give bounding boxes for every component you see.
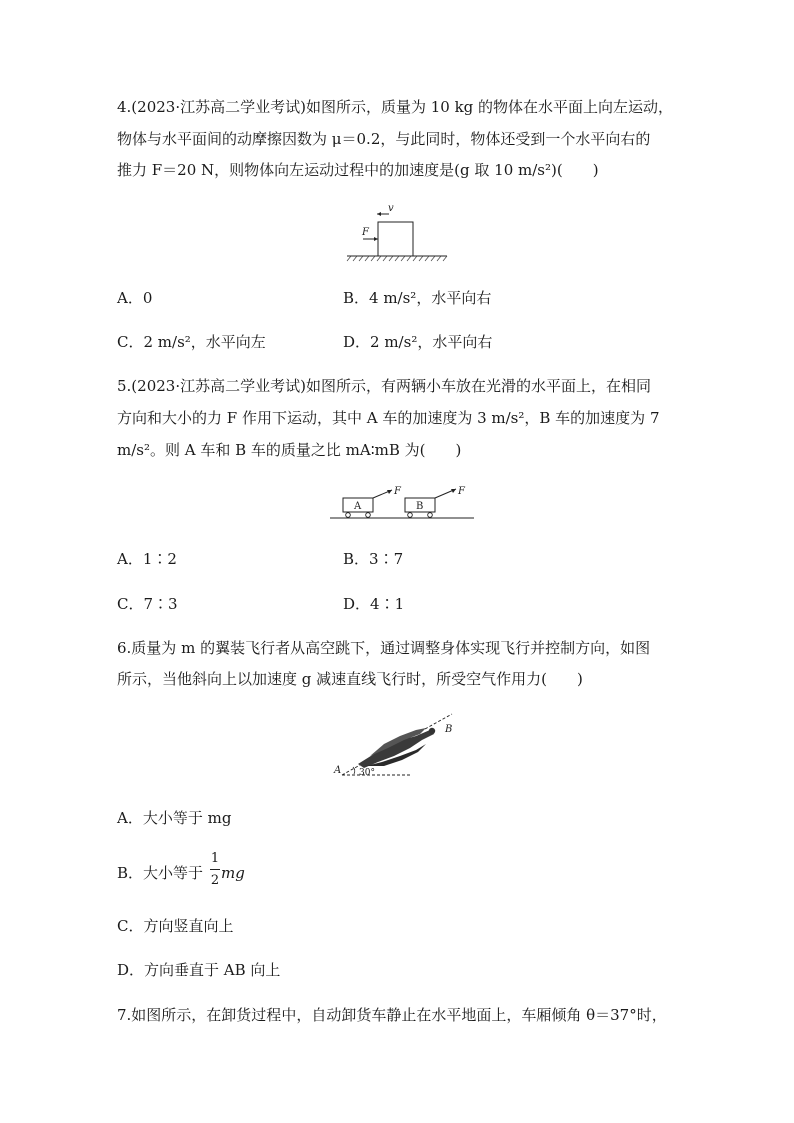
q5-force-label-a: F	[394, 486, 401, 497]
wingsuit-flyer-icon	[358, 728, 435, 768]
q5-carts-figure	[328, 484, 478, 524]
q6-point-b-label: B	[445, 724, 453, 735]
q5-line-1: 5.(2023·江苏高二学业考试)如图所示，有两辆小车放在光滑的水平面上，在相同	[117, 377, 651, 395]
q4-option-b[interactable]: B．4 m/s²，水平向右	[343, 289, 492, 307]
q5-option-d[interactable]: D．4∶1	[343, 595, 405, 613]
q6-option-b-suffix: mg	[221, 864, 245, 882]
q6-angle-label: 30°	[359, 768, 375, 778]
q4-line-3: 推力 F＝20 N，则物体向左运动过程中的加速度是(g 取 10 m/s²)( )	[117, 161, 599, 179]
q6-wingsuit-figure	[330, 710, 470, 782]
q6-option-b-prefix: B．大小等于	[117, 864, 204, 882]
q4-block-figure	[343, 200, 453, 266]
q4-line-1: 4.(2023·江苏高二学业考试)如图所示，质量为 10 kg 的物体在水平面上向左运动，	[117, 98, 674, 116]
q4-option-c[interactable]: C．2 m/s²，水平向左	[117, 333, 266, 351]
q6-option-d[interactable]: D．方向垂直于 AB 向上	[117, 961, 281, 979]
q7-line-1: 7.如图所示，在卸货过程中，自动卸货车静止在水平地面上，车厢倾角 θ＝37°时，	[117, 1006, 667, 1024]
q6-point-a-label: A	[334, 765, 342, 776]
q6-line-2: 所示，当他斜向上以加速度 g 减速直线飞行时，所受空气作用力( )	[117, 670, 583, 688]
q5-line-3: m/s²。则 A 车和 B 车的质量之比 mA∶mB 为( )	[117, 441, 462, 459]
q4-line-2: 物体与水平面间的动摩擦因数为 μ＝0.2，与此同时，物体还受到一个水平向右的	[117, 130, 651, 148]
q5-line-2: 方向和大小的力 F 作用下运动，其中 A 车的加速度为 3 m/s²，B 车的加速度为 7	[117, 409, 660, 427]
q6-fraction-denominator: 2	[210, 873, 220, 888]
q5-cart-b-label: B	[416, 501, 424, 512]
q5-option-c[interactable]: C．7∶3	[117, 595, 178, 613]
q6-fraction-numerator: 1	[210, 851, 220, 866]
q5-option-a[interactable]: A．1∶2	[117, 550, 177, 568]
q6-option-a[interactable]: A．大小等于 mg	[117, 809, 232, 827]
q4-force-label: F	[362, 227, 369, 238]
q4-velocity-label: v	[388, 203, 394, 214]
q4-option-a[interactable]: A．0	[117, 289, 153, 307]
q6-option-b[interactable]	[117, 852, 317, 894]
q4-option-d[interactable]: D．2 m/s²，水平向右	[343, 333, 493, 351]
q5-option-b[interactable]: B．3∶7	[343, 550, 404, 568]
fraction-bar	[210, 869, 220, 870]
q6-option-c[interactable]: C．方向竖直向上	[117, 917, 234, 935]
q6-line-1: 6.质量为 m 的翼装飞行者从高空跳下，通过调整身体实现飞行并控制方向，如图	[117, 639, 651, 657]
q5-cart-a-label: A	[354, 501, 362, 512]
q5-force-label-b: F	[458, 486, 465, 497]
